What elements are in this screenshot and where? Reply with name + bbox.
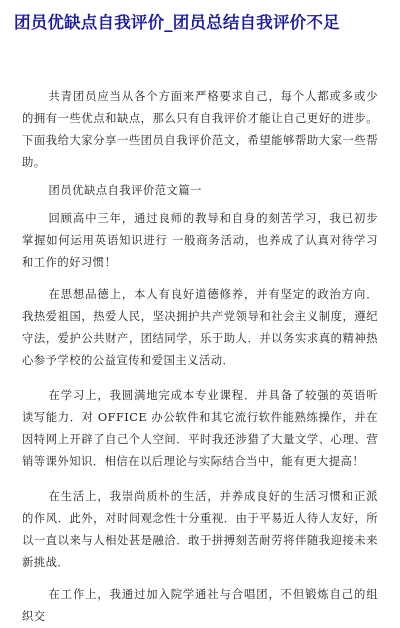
life-paragraph: 在生活上，我崇尚质朴的生活，并养成良好的生活习惯和正派的作风．此外，对时间观念性十分重视．由于平易近人待人友好，所以一直以来与人相处甚是融洽．敢于拼搏刻苦耐劳将伴随我迎接未来新挑战． <box>22 490 378 569</box>
document-title: 团员优缺点自我评价_团员总结自我评价不足 <box>14 13 340 32</box>
morality-paragraph: 在思想品德上，本人有良好道德修养，并有坚定的政治方向．我热爱祖国，热爱人民，坚决拥护共产党领导和社会主义制度，遵纪守法，爱护公共财产，团结同学，乐于助人．并以务实求真的精神热心参予学校的公益宣传和爱国主义活动． <box>22 288 378 367</box>
document-body <box>22 86 378 628</box>
intro-paragraph: 共青团员应当从各个方面来严格要求自己，每个人都或多或少的拥有一些优点和缺点，那么只有自我评价才能让自己更好的进步。下面我给大家分享一些团员自我评价范文，希望能够帮助大家一些帮助。 <box>22 90 378 169</box>
section-heading: 团员优缺点自我评价范文篇一 <box>48 184 202 197</box>
review-paragraph: 回顾高中三年，通过良师的教导和自身的刻苦学习，我已初步掌握如何运用英语知识进行 一般商务活动，也养成了认真对待学习和工作的好习惯！ <box>22 212 378 269</box>
study-paragraph: 在学习上，我圆满地完成本专业课程．并具备了较强的英语听读写能力．对 OFFICE 办公软件和其它流行软件能熟练操作，并在因特网上开辟了自己个人空间．平时我还涉猎了大量文学、心理、营销等课外知识．相信在以后理论与实际结合当中，能有更大提高！ <box>22 389 378 468</box>
work-paragraph: 在工作上，我通过加入院学通社与合唱团，不但锻炼自己的组织交 <box>22 588 378 623</box>
